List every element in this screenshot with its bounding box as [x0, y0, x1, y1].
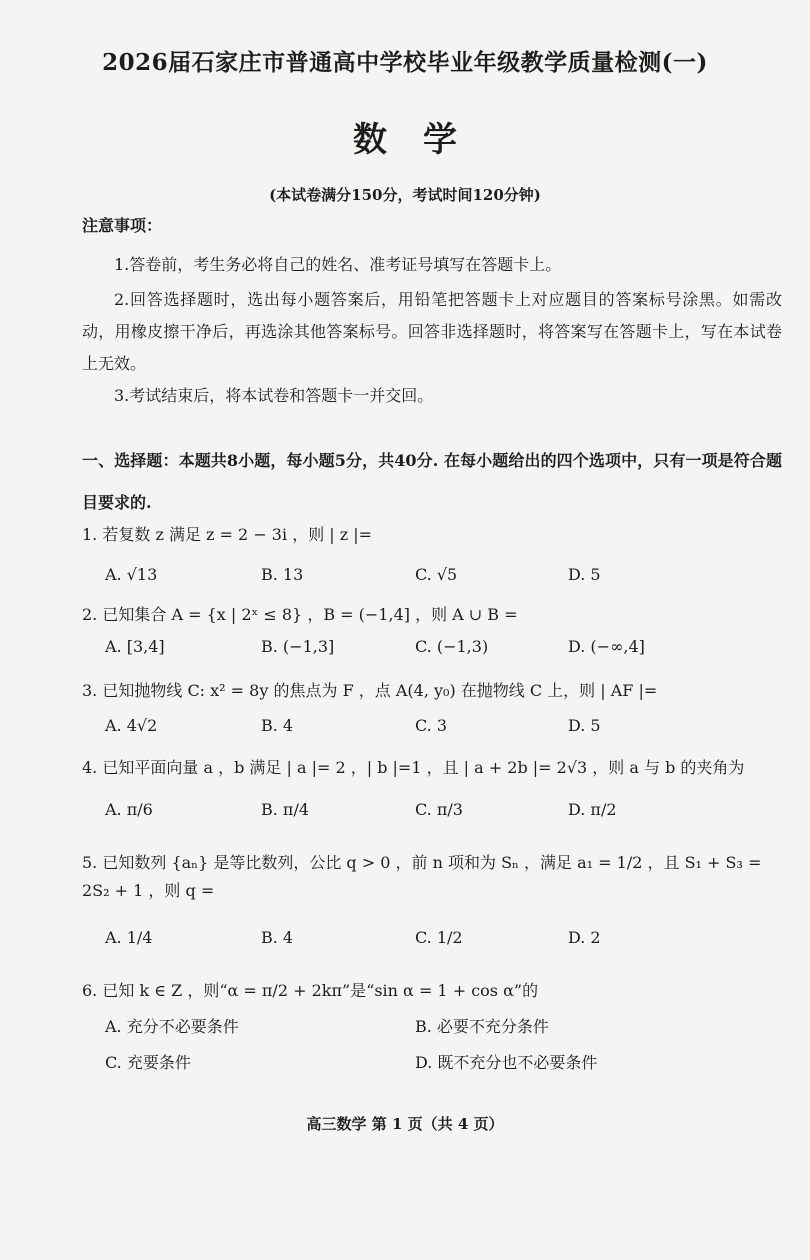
notice-item-2: 2.回答选择题时，选出每小题答案后，用铅笔把答题卡上对应题目的答案标号涂黑。如需改动，用橡皮擦干净后，再选涂其他答案标号。回答非选择题时，将答案写在答题卡上，写在本试卷上无效。	[82, 290, 782, 373]
q1-option-c: C. √5	[415, 565, 458, 584]
q5-option-d: D. 2	[568, 928, 601, 947]
question-5: 5. 已知数列 {aₙ} 是等比数列，公比 q > 0 ，前 n 项和为 Sₙ ，满足 a₁ = 1/2 ，且 S₁ + S₃ = 2S₂ + 1 ，则 q =	[82, 853, 762, 900]
section-heading: 一、选择题：本题共8小题，每小题5分，共40分. 在每小题给出的四个选项中，只有一项是符合题目要求的.	[82, 451, 782, 512]
question-1: 1. 若复数 z 满足 z = 2 − 3i ，则 | z |=	[82, 525, 373, 544]
q3-option-b: B. 4	[261, 716, 294, 735]
q6-option-d: D. 既不充分也不必要条件	[415, 1053, 598, 1072]
page-footer: 高三数学 第 1 页（共 4 页）	[306, 1115, 504, 1133]
notice-heading: 注意事项：	[82, 216, 163, 235]
exam-title: 2026届石家庄市普通高中学校毕业年级教学质量检测(一)	[102, 49, 708, 76]
q6-option-b: B. 必要不充分条件	[415, 1017, 549, 1036]
q3-option-a: A. 4√2	[105, 716, 158, 735]
q4-option-b: B. π/4	[261, 800, 310, 819]
q4-option-c: C. π/3	[415, 800, 463, 819]
q5-option-a: A. 1/4	[105, 928, 153, 947]
bleed-through	[82, 92, 95, 111]
notice-item-1: 1.答卷前，考生务必将自己的姓名、准考证号填写在答题卡上。	[114, 255, 562, 274]
q1-option-b: B. 13	[261, 565, 304, 584]
q4-option-d: D. π/2	[568, 800, 617, 819]
q1-option-d: D. 5	[568, 565, 601, 584]
question-2: 2. 已知集合 A = {x | 2ˣ ≤ 8} ，B = (−1,4] ，则 A ∪ B =	[82, 605, 518, 624]
q1-option-a: A. √13	[105, 565, 158, 584]
question-4: 4. 已知平面向量 a ，b 满足 | a |= 2 ，| b |=1 ，且 | a + 2b |= 2√3 ，则 a 与 b 的夹角为	[82, 758, 745, 777]
q2-option-d: D. (−∞,4]	[568, 637, 645, 656]
notice-item-3: 3.考试结束后，将本试卷和答题卡一并交回。	[114, 386, 434, 405]
question-3: 3. 已知抛物线 C: x² = 8y 的焦点为 F ，点 A(4, y₀) 在抛物线 C 上，则 | AF |=	[82, 681, 658, 700]
question-6: 6. 已知 k ∈ Z ，则“α = π/2 + 2kπ”是“sin α = 1 + cos α”的	[82, 981, 539, 1000]
q2-option-a: A. [3,4]	[105, 637, 165, 656]
q2-option-b: B. (−1,3]	[261, 637, 335, 656]
q3-option-c: C. 3	[415, 716, 448, 735]
q4-option-a: A. π/6	[105, 800, 153, 819]
q3-option-d: D. 5	[568, 716, 601, 735]
q5-option-c: C. 1/2	[415, 928, 463, 947]
q6-option-c: C. 充要条件	[105, 1053, 191, 1072]
q6-option-a: A. 充分不必要条件	[105, 1017, 239, 1036]
q5-option-b: B. 4	[261, 928, 294, 947]
q2-option-c: C. (−1,3)	[415, 637, 489, 656]
exam-meta: (本试卷满分150分，考试时间120分钟)	[269, 186, 541, 204]
subject-title: 数学	[353, 120, 493, 160]
